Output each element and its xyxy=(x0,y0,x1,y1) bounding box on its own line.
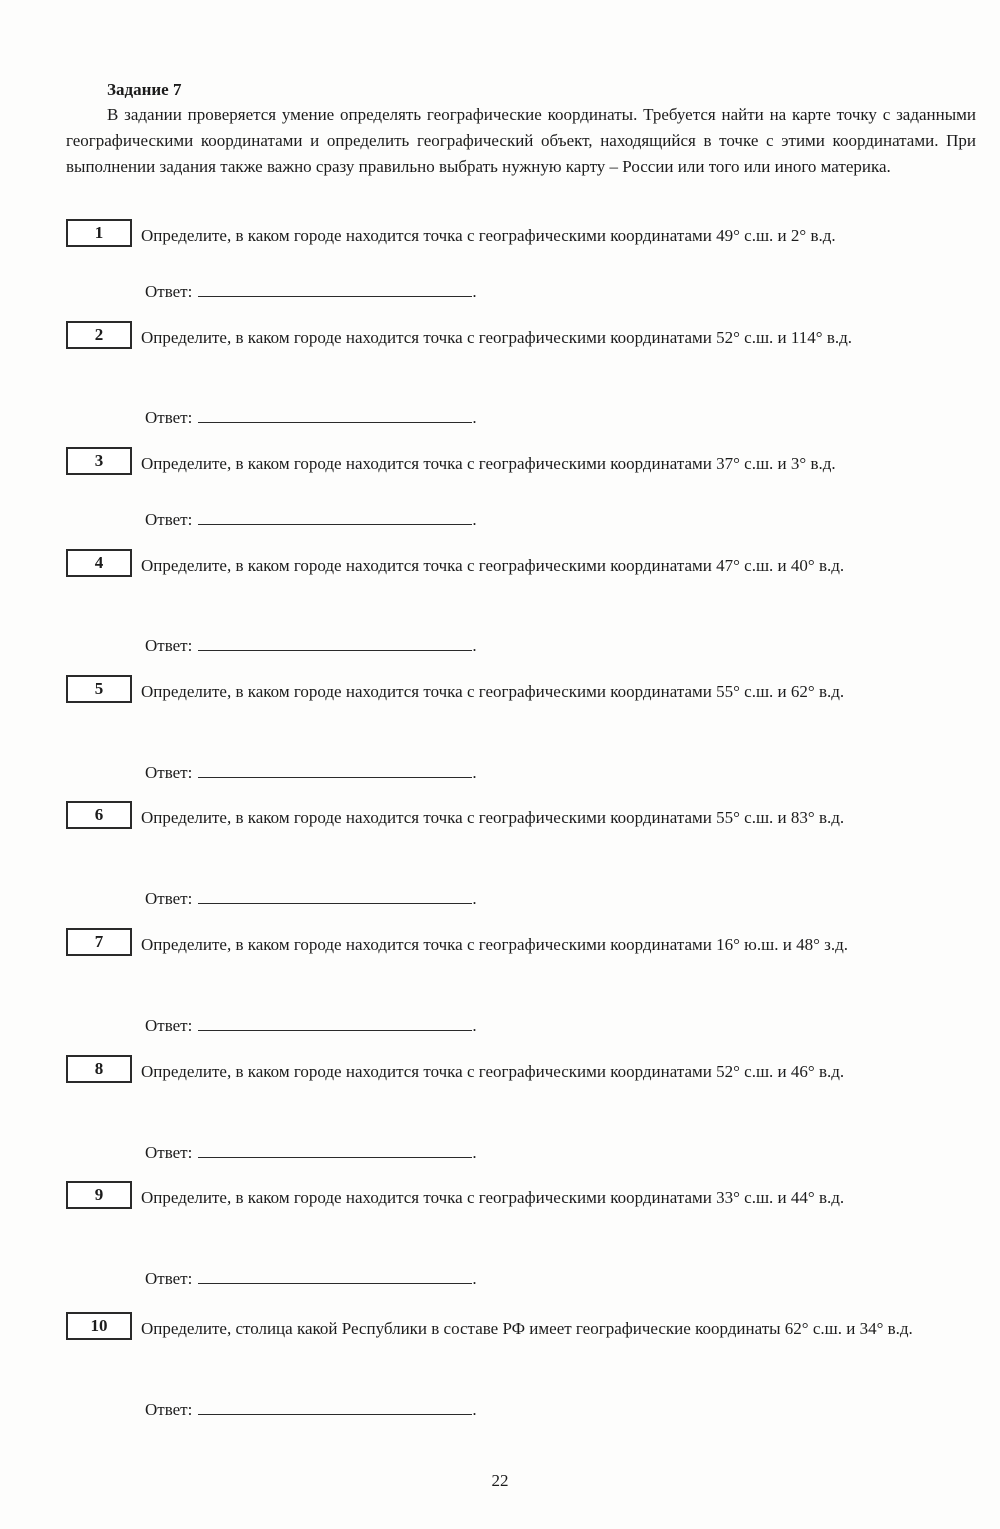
task-question: Определите, в каком городе находится точка с географическими координатами 49° с.ш. и 2° в.д. xyxy=(141,226,836,245)
answer-row xyxy=(145,405,477,429)
task-number-box: 2 xyxy=(66,321,132,349)
answer-end: . xyxy=(472,763,477,782)
answer-line[interactable] xyxy=(198,1397,472,1415)
task-question: Определите, в каком городе находится точка с географическими координатами 52° с.ш. и 46° в.д. xyxy=(141,1062,845,1081)
answer-end: . xyxy=(472,282,477,301)
answer-label: Ответ: xyxy=(145,282,193,301)
task-number-box: 7 xyxy=(66,928,132,956)
task-number-box: 10 xyxy=(66,1312,132,1340)
page-number: 22 xyxy=(491,1471,509,1490)
answer-line[interactable] xyxy=(198,1013,472,1031)
answer-line[interactable] xyxy=(198,405,472,423)
answer-label: Ответ: xyxy=(145,510,193,529)
answer-end: . xyxy=(472,1143,477,1162)
task-question: Определите, в каком городе находится точка с географическими координатами 37° с.ш. и 3° в.д. xyxy=(141,454,836,473)
answer-line[interactable] xyxy=(198,1140,472,1158)
task-number-box: 5 xyxy=(66,675,132,703)
task-question: Определите, столица какой Республики в составе РФ имеет географические координаты 62° с.ш. и 34° в.д. xyxy=(141,1319,913,1338)
answer-end: . xyxy=(472,510,477,529)
answer-line[interactable] xyxy=(198,886,472,904)
answer-label: Ответ: xyxy=(145,636,193,655)
answer-line[interactable] xyxy=(198,760,472,778)
answer-label: Ответ: xyxy=(145,1269,193,1288)
intro-paragraph: В задании проверяется умение определять географические координаты. Требуется найти на карте точку с заданными географическими координатами и определить географический объект, находящийся в точке с этими координатами. При выполнении задания также важно сразу правильно выбрать нужную карту – России или того или иного материка. xyxy=(66,105,976,176)
answer-line[interactable] xyxy=(198,279,472,297)
answer-label: Ответ: xyxy=(145,1143,193,1162)
task-question: Определите, в каком городе находится точка с географическими координатами 33° с.ш. и 44° в.д. xyxy=(141,1188,845,1207)
task-heading: Задание 7 xyxy=(107,80,182,99)
task-number-box: 3 xyxy=(66,447,132,475)
answer-end: . xyxy=(472,636,477,655)
task-number-box: 4 xyxy=(66,549,132,577)
answer-line[interactable] xyxy=(198,1266,472,1284)
task-number-box: 9 xyxy=(66,1181,132,1209)
answer-label: Ответ: xyxy=(145,1400,193,1419)
task-number-box: 8 xyxy=(66,1055,132,1083)
answer-line[interactable] xyxy=(198,633,472,651)
answer-row xyxy=(145,1397,477,1421)
answer-row xyxy=(145,633,477,657)
answer-end: . xyxy=(472,889,477,908)
answer-row xyxy=(145,760,477,784)
answer-end: . xyxy=(472,408,477,427)
answer-row xyxy=(145,1013,477,1037)
answer-row xyxy=(145,1140,477,1164)
task-question: Определите, в каком городе находится точка с географическими координатами 55° с.ш. и 62° в.д. xyxy=(141,682,845,701)
answer-end: . xyxy=(472,1016,477,1035)
task-question: Определите, в каком городе находится точка с географическими координатами 55° с.ш. и 83° в.д. xyxy=(141,808,845,827)
answer-end: . xyxy=(472,1400,477,1419)
task-number-box: 1 xyxy=(66,219,132,247)
answer-row xyxy=(145,279,477,303)
answer-label: Ответ: xyxy=(145,408,193,427)
answer-row xyxy=(145,507,477,531)
task-question: Определите, в каком городе находится точка с географическими координатами 52° с.ш. и 114° в.д. xyxy=(141,328,853,347)
answer-row xyxy=(145,886,477,910)
answer-label: Ответ: xyxy=(145,1016,193,1035)
task-question: Определите, в каком городе находится точка с географическими координатами 16° ю.ш. и 48° з.д. xyxy=(141,935,848,954)
answer-end: . xyxy=(472,1269,477,1288)
answer-row xyxy=(145,1266,477,1290)
answer-label: Ответ: xyxy=(145,889,193,908)
answer-label: Ответ: xyxy=(145,763,193,782)
answer-line[interactable] xyxy=(198,507,472,525)
task-question: Определите, в каком городе находится точка с географическими координатами 47° с.ш. и 40° в.д. xyxy=(141,556,845,575)
task-number-box: 6 xyxy=(66,801,132,829)
